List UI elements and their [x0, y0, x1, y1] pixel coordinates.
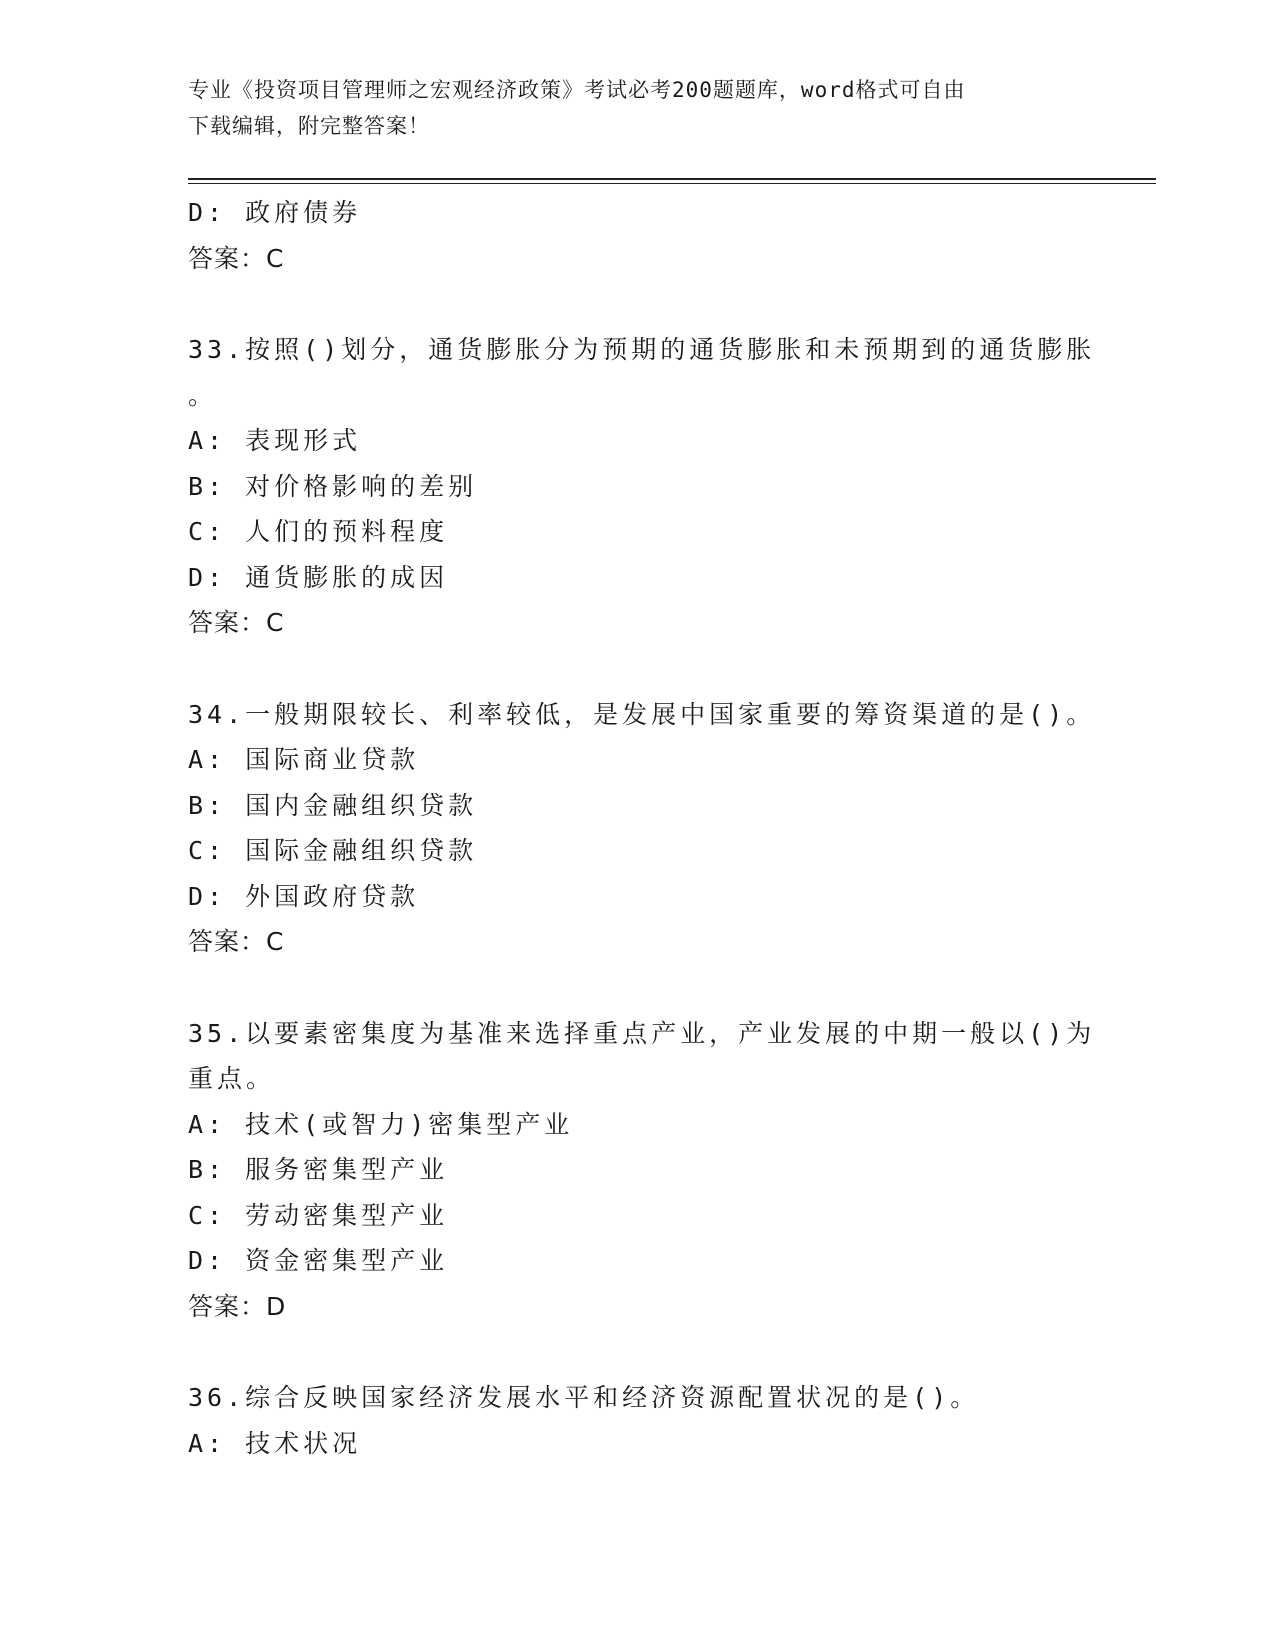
option-d: D: 通货膨胀的成因 [188, 562, 449, 592]
option-a: A: 表现形式 [188, 426, 362, 455]
option-a: A: 技术(或智力)密集型产业 [188, 1109, 574, 1139]
document-header [188, 72, 1068, 144]
question-35 [188, 1011, 1096, 1330]
question-stem: 36.综合反映国家经济发展水平和经济资源配置状况的是()。 [188, 1383, 980, 1412]
question-stem-cont: 。 [188, 380, 218, 410]
option-a: A: 技术状况 [188, 1428, 362, 1458]
option-c: C: 人们的预料程度 [188, 517, 449, 546]
answer: 答案：C [188, 243, 285, 273]
answer: 答案：C [188, 608, 285, 637]
answer: 答案：C [188, 927, 285, 956]
header-line-2: 下载编辑，附完整答案！ [188, 114, 430, 138]
option-b: B: 国内金融组织贷款 [188, 790, 478, 820]
question-stem: 33.按照()划分，通货膨胀分为预期的通货膨胀和未预期到的通货膨胀 [188, 335, 1096, 364]
answer: 答案：D [188, 1291, 287, 1321]
option-b: B: 服务密集型产业 [188, 1155, 449, 1184]
question-32-tail [188, 190, 1088, 281]
question-list [188, 190, 1096, 1466]
option-d: D: 政府债券 [188, 198, 362, 227]
option-d: D: 资金密集型产业 [188, 1246, 449, 1275]
option-d: D: 外国政府贷款 [188, 881, 420, 911]
option-a: A: 国际商业贷款 [188, 745, 420, 774]
question-stem: 35.以要素密集度为基准来选择重点产业，产业发展的中期一般以()为 [188, 1018, 1096, 1048]
question-33 [188, 327, 1096, 646]
question-36 [188, 1375, 1088, 1466]
option-b: B: 对价格影响的差别 [188, 471, 478, 501]
header-divider [188, 178, 1156, 184]
question-34 [188, 692, 1096, 965]
question-stem-cont: 重点。 [188, 1064, 276, 1093]
option-c: C: 劳动密集型产业 [188, 1200, 449, 1230]
header-line-1: 专业《投资项目管理师之宏观经济政策》考试必考200题题库，word格式可自由 [188, 78, 966, 102]
option-c: C: 国际金融组织贷款 [188, 836, 478, 865]
question-stem: 34.一般期限较长、利率较低，是发展中国家重要的筹资渠道的是()。 [188, 699, 1096, 729]
